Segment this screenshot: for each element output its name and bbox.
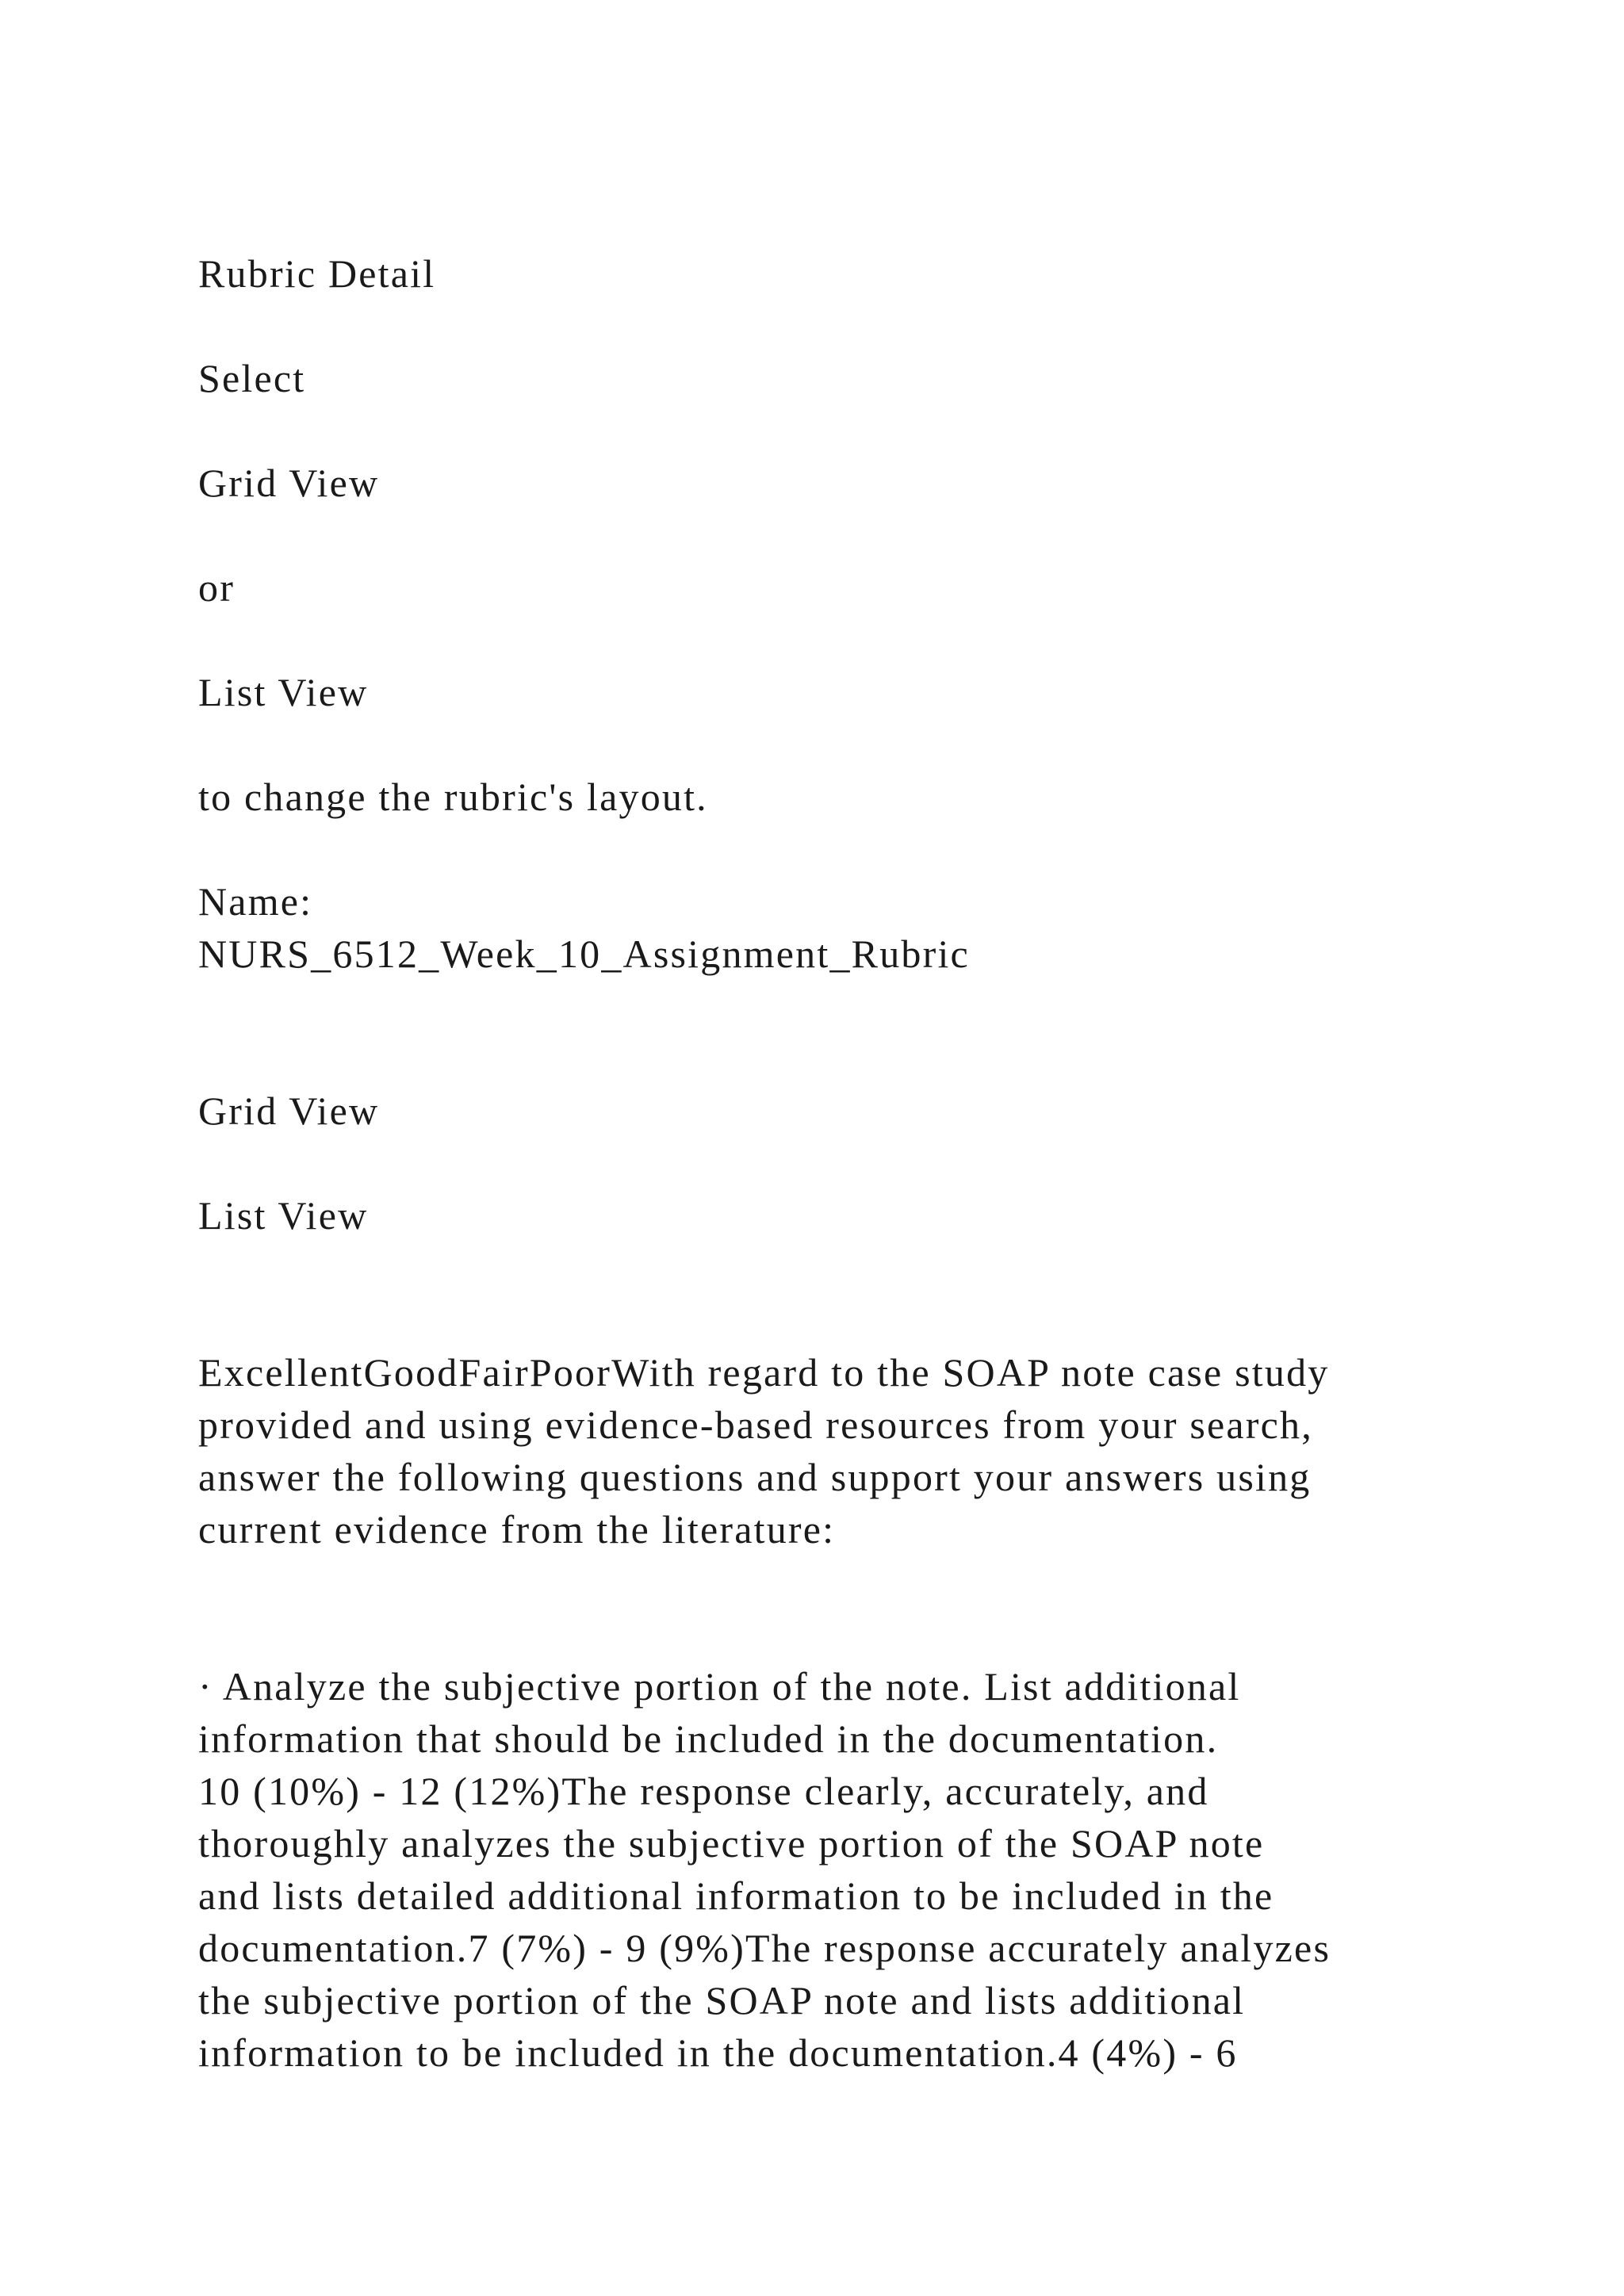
list-view-tab[interactable]: List View (198, 1193, 369, 1238)
grid-view-tab[interactable]: Grid View (198, 1089, 380, 1133)
criterion-body-line: thoroughly analyzes the subjective portion of the SOAP note (198, 1821, 1265, 1866)
criterion-body-line: the subjective portion of the SOAP note and lists additional (198, 1978, 1246, 2022)
criterion-body-line: 10 (10%) - 12 (12%)The response clearly, accurately, and (198, 1769, 1209, 1813)
page-heading: Rubric Detail (198, 251, 436, 296)
criterion-intro-line: provided and using evidence-based resources from your search, (198, 1402, 1313, 1447)
criterion-intro-line: current evidence from the literature: (198, 1507, 836, 1552)
rubric-name: NURS_6512_Week_10_Assignment_Rubric (198, 932, 970, 976)
instruction-or: or (198, 565, 236, 610)
criterion-body-line: information to be included in the documentation.4 (4%) - 6 (198, 2030, 1238, 2075)
criterion-body (198, 1660, 1483, 2079)
instruction-end: to change the rubric's layout. (198, 775, 708, 819)
name-label: Name: (198, 879, 313, 924)
criterion-intro (198, 1346, 1483, 1556)
instruction-list-view-link[interactable]: List View (198, 670, 369, 714)
criterion-body-line: and lists detailed additional information to be included in the (198, 1873, 1274, 1918)
criterion-body-line: · Analyze the subjective portion of the note. List additional (198, 1664, 1241, 1709)
criterion-intro-line: ExcellentGoodFairPoorWith regard to the SOAP note case study (198, 1350, 1330, 1395)
criterion-body-line: information that should be included in the documentation. (198, 1716, 1219, 1761)
criterion-intro-line: answer the following questions and support your answers using (198, 1455, 1312, 1499)
instruction-select: Select (198, 356, 306, 400)
instruction-grid-view-link[interactable]: Grid View (198, 461, 380, 505)
criterion-body-line: documentation.7 (7%) - 9 (9%)The response accurately analyzes (198, 1926, 1331, 1970)
